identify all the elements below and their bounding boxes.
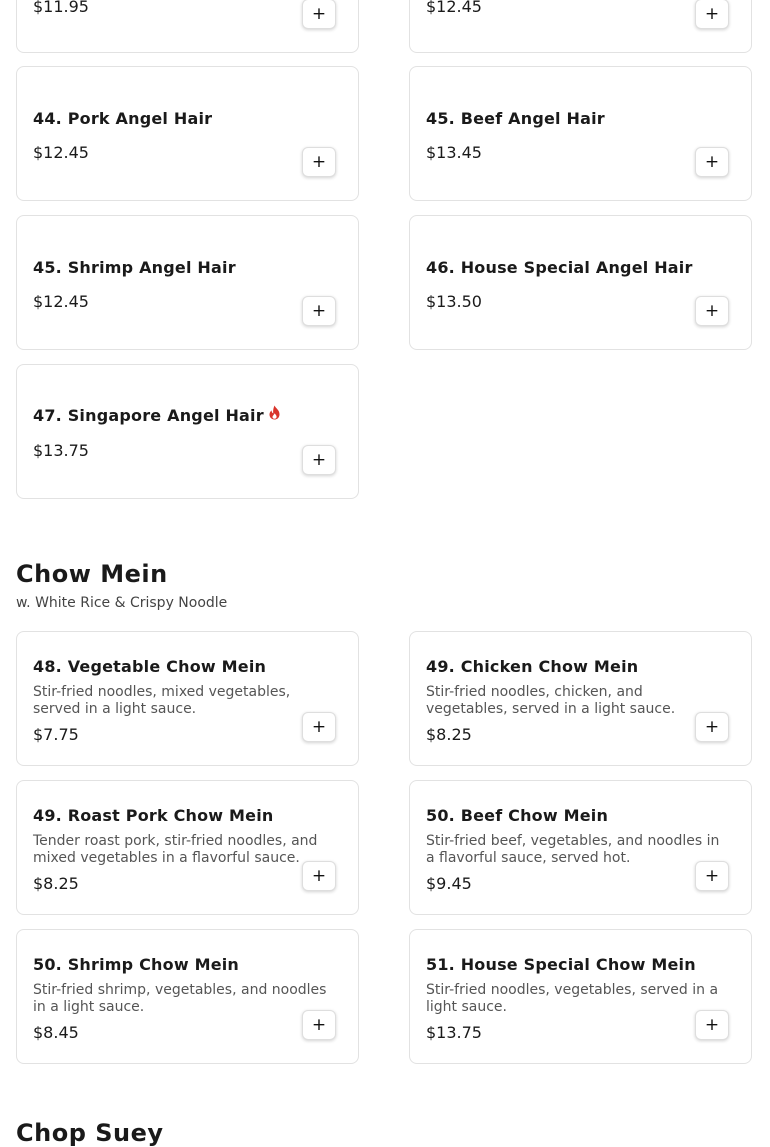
item-description: Stir-fried shrimp, vegetables, and noodles in a light sauce. (33, 982, 327, 1015)
add-to-cart-button[interactable]: + (302, 712, 336, 742)
section-subtitle: w. White Rice & Crispy Noodle (16, 595, 228, 611)
menu-item-card[interactable] (409, 0, 752, 53)
item-name: 50. Beef Chow Mein (426, 806, 609, 825)
add-to-cart-button[interactable]: + (695, 147, 729, 177)
section-title: Chow Mein (16, 560, 168, 588)
add-to-cart-button[interactable]: + (695, 712, 729, 742)
item-price: $9.45 (426, 874, 472, 893)
menu-item-card[interactable] (409, 66, 752, 201)
item-price: $12.45 (33, 292, 89, 311)
menu-item-card[interactable] (409, 929, 752, 1064)
item-price: $13.45 (426, 143, 482, 162)
item-description: Stir-fried beef, vegetables, and noodles in a flavorful sauce, served hot. (426, 833, 720, 866)
item-price: $11.95 (33, 0, 89, 16)
item-price: $12.45 (33, 143, 89, 162)
add-to-cart-button[interactable]: + (695, 861, 729, 891)
item-price: $8.45 (33, 1023, 79, 1042)
item-description: Stir-fried noodles, chicken, and vegetables, served in a light sauce. (426, 684, 676, 717)
item-name: 44. Pork Angel Hair (33, 109, 213, 128)
add-to-cart-button[interactable]: + (302, 147, 336, 177)
add-to-cart-button[interactable]: + (302, 445, 336, 475)
menu-item-card[interactable] (16, 364, 359, 499)
menu-item-card[interactable] (409, 631, 752, 766)
add-to-cart-button[interactable]: + (695, 1010, 729, 1040)
menu-item-card[interactable] (16, 929, 359, 1064)
item-price: $12.45 (426, 0, 482, 16)
menu-item-card[interactable] (409, 215, 752, 350)
add-to-cart-button[interactable]: + (302, 296, 336, 326)
item-name: 51. House Special Chow Mein (426, 955, 696, 974)
next-section-title: Chop Suey (16, 1119, 164, 1147)
item-name (33, 406, 281, 425)
add-to-cart-button[interactable]: + (695, 296, 729, 326)
item-name: 49. Chicken Chow Mein (426, 657, 639, 676)
item-price: $13.75 (33, 441, 89, 460)
item-name: 50. Shrimp Chow Mein (33, 955, 240, 974)
item-name: 48. Vegetable Chow Mein (33, 657, 267, 676)
item-description: Tender roast pork, stir-fried noodles, and mixed vegetables in a flavorful sauce. (33, 833, 318, 866)
item-price: $8.25 (426, 725, 472, 744)
add-to-cart-button[interactable]: + (302, 861, 336, 891)
menu-item-card[interactable] (16, 0, 359, 53)
item-price: $13.75 (426, 1023, 482, 1042)
item-description: Stir-fried noodles, vegetables, served in a light sauce. (426, 982, 719, 1015)
menu-item-card[interactable] (409, 780, 752, 915)
add-to-cart-button[interactable]: + (302, 1010, 336, 1040)
flame-icon (268, 405, 281, 424)
item-name: 45. Shrimp Angel Hair (33, 258, 236, 277)
menu-item-card[interactable] (16, 631, 359, 766)
menu-item-card[interactable] (16, 780, 359, 915)
add-to-cart-button[interactable]: + (695, 0, 729, 29)
item-price: $7.75 (33, 725, 79, 744)
item-price: $13.50 (426, 292, 482, 311)
add-to-cart-button[interactable]: + (302, 0, 336, 29)
menu-item-card[interactable] (16, 215, 359, 350)
item-name: 46. House Special Angel Hair (426, 258, 693, 277)
item-name: 49. Roast Pork Chow Mein (33, 806, 274, 825)
menu-item-card[interactable] (16, 66, 359, 201)
item-name: 45. Beef Angel Hair (426, 109, 605, 128)
item-description: Stir-fried noodles, mixed vegetables, served in a light sauce. (33, 684, 291, 717)
item-price: $8.25 (33, 874, 79, 893)
item-name-text: 47. Singapore Angel Hair (33, 406, 264, 425)
